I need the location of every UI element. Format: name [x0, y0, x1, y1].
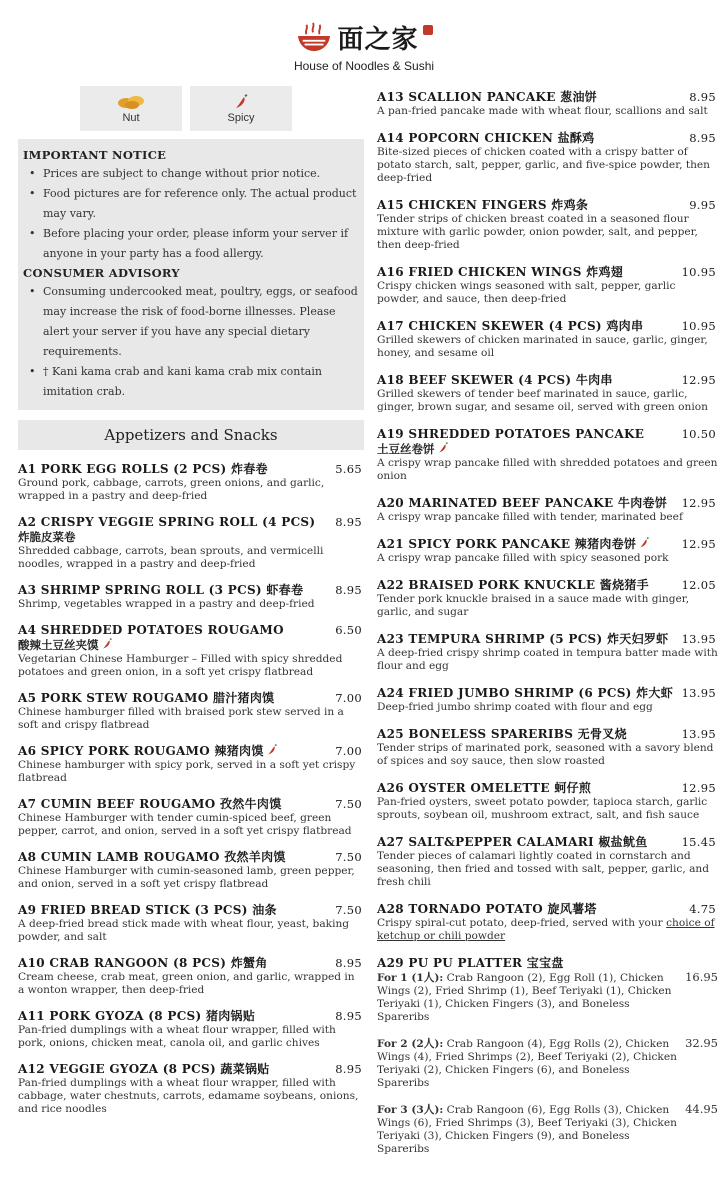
menu-item-name: A8 CUMIN LAMB ROUGAMO 孜然羊肉馍 [18, 850, 286, 864]
menu-item-price: 6.50 [335, 623, 362, 637]
list-item: • Consuming undercooked meat, poultry, eggs, or seafood may increase the risk of food-borne illnesses. Please alert your server if you have any special dietary requirements. [29, 282, 358, 362]
menu-item-desc: Grilled skewers of tender beef marinated in sauce, garlic, ginger, brown sugar, and sesame oil, served with green onion [377, 388, 708, 413]
menu-item-desc: Shredded cabbage, carrots, bean sprouts, and vermicelli noodles, wrapped in a pastry and deep-fried [18, 545, 324, 570]
menu-item [18, 515, 364, 571]
menu-item-price: 7.00 [335, 744, 362, 758]
menu-item-price: 12.95 [681, 373, 716, 387]
desc-text: Crispy spiral-cut potato, deep-fried, served with your [377, 917, 667, 929]
platter-option-price: 44.95 [685, 1102, 718, 1116]
menu-item-desc: Pan-fried dumplings with a wheat flour wrapper, filled with pork, onions, chicken meat, canola oil, and garlic chives [18, 1024, 336, 1049]
important-notice-title: IMPORTANT NOTICE [23, 148, 167, 162]
menu-item-desc: A deep-fried bread stick made with wheat flour, yeast, baking powder, and salt [18, 918, 350, 943]
list-item: • † Kani kama crab and kani kama crab mix contain imitation crab. [29, 362, 358, 402]
menu-item-desc: Chinese Hamburger with tender cumin-spiced beef, green pepper, carrot, and onion, served in a soft yet crispy flatbread [18, 812, 352, 837]
menu-item [18, 744, 364, 785]
notice-panel [18, 139, 364, 410]
menu-item-desc: Grilled skewers of chicken marinated in sauce, garlic, ginger, honey, and sesame oil [377, 334, 708, 359]
noodle-bowl-icon [295, 21, 333, 53]
menu-item-name: A15 CHICKEN FINGERS 炸鸡条 [377, 198, 589, 212]
menu-item-price: 8.95 [689, 90, 716, 104]
menu-item-price: 10.95 [681, 265, 716, 279]
menu-item-name: A11 PORK GYOZA (8 PCS) 猪肉锅贴 [18, 1009, 256, 1023]
restaurant-header [0, 18, 728, 78]
menu-item-desc: Tender strips of chicken breast coated in a seasoned flour mixture with garlic powder, onion powder, salt, and pepper, then deep-fried [377, 213, 698, 251]
menu-item-name: A3 SHRIMP SPRING ROLL (3 PCS) 虾春卷 [18, 583, 304, 597]
menu-item-price: 13.95 [681, 632, 716, 646]
menu-item-chinese-name: 酸辣土豆丝夹馍 [18, 638, 99, 652]
consumer-advisory-list [23, 282, 358, 402]
menu-item-desc: Chinese Hamburger with cumin-seasoned lamb, green pepper, and onion, served in a soft yet crispy flatbread [18, 865, 355, 890]
platter-option [377, 971, 718, 1024]
section-title: Appetizers and Snacks [18, 420, 364, 450]
menu-item [18, 850, 364, 891]
menu-item-price: 15.45 [681, 835, 716, 849]
menu-item-chinese-name: 炸脆皮菜卷 [18, 530, 76, 544]
consumer-advisory-title: CONSUMER ADVISORY [23, 266, 180, 280]
platter-option-label: For 2 (2人): [377, 1038, 444, 1050]
menu-item [18, 691, 364, 732]
menu-item-name: A12 VEGGIE GYOZA (8 PCS) 蔬菜锅贴 [18, 1062, 270, 1076]
menu-item-name: A21 SPICY PORK PANCAKE 辣猪肉卷饼 [377, 537, 637, 551]
menu-item [377, 835, 718, 889]
menu-item-name: A13 SCALLION PANCAKE 葱油饼 [377, 90, 598, 104]
legend-nut [80, 86, 182, 131]
menu-item-price: 10.50 [681, 427, 716, 441]
menu-item-name: A23 TEMPURA SHRIMP (5 PCS) 炸天妇罗虾 [377, 632, 669, 646]
menu-item-price: 12.95 [681, 496, 716, 510]
menu-item-desc: Chinese hamburger filled with braised pork stew served in a soft and crispy flatbread [18, 706, 344, 731]
nut-icon [117, 94, 145, 110]
menu-item [377, 373, 718, 414]
logo-text: 面之家 [337, 24, 419, 55]
menu-item [18, 583, 364, 611]
menu-item-desc: Chinese hamburger with spicy pork, served in a soft yet crispy flatbread [18, 759, 356, 784]
menu-item [18, 623, 364, 679]
platter-option-text: Crab Rangoon (2), Egg Roll (1), Chicken Wings (2), Fried Shrimp (1), Beef Teriyaki (1), Chicken Teriyaki (1), Chicken Fingers (3), and Boneless Spareribs [377, 972, 672, 1023]
right-column [377, 90, 718, 1156]
chili-icon [101, 638, 113, 650]
menu-item [18, 903, 364, 944]
logo [0, 18, 728, 56]
menu-item-name: A16 FRIED CHICKEN WINGS 炸鸡翅 [377, 265, 624, 279]
menu-item-desc [377, 917, 718, 943]
menu-item-name: A24 FRIED JUMBO SHRIMP (6 PCS) 炸大虾 [377, 686, 674, 700]
menu-item-desc: Deep-fried jumbo shrimp coated with flour and egg [377, 701, 653, 713]
menu-item [377, 632, 718, 673]
menu-item [377, 496, 718, 524]
menu-item [18, 1009, 364, 1050]
menu-item [377, 319, 718, 360]
menu-item-name: A10 CRAB RANGOON (8 PCS) 炸蟹角 [18, 956, 268, 970]
chili-icon [638, 537, 650, 549]
menu-item-name: A19 SHREDDED POTATOES PANCAKE [377, 427, 645, 441]
menu-item-desc: Bite-sized pieces of chicken coated with a crispy batter of potato starch, salt, pepper, garlic, and five-spice powder, then deep-fried [377, 146, 711, 184]
menu-item-name: A7 CUMIN BEEF ROUGAMO 孜然牛肉馍 [18, 797, 282, 811]
left-menu-list [18, 462, 364, 1116]
menu-item-name: A18 BEEF SKEWER (4 PCS) 牛肉串 [377, 373, 613, 387]
menu-item-chinese-name: 土豆丝卷饼 [377, 442, 435, 456]
menu-item-price: 10.95 [681, 319, 716, 333]
menu-item-price: 8.95 [335, 956, 362, 970]
menu-item-desc: Vegetarian Chinese Hamburger – Filled with spicy shredded potatoes and green onion, in a soft yet crispy flatbread [18, 653, 343, 678]
menu-item-price: 8.95 [335, 1009, 362, 1023]
menu-item-desc: Crispy chicken wings seasoned with salt, pepper, garlic powder, and sauce, then deep-fried [377, 280, 676, 305]
menu-item-name: A26 OYSTER OMELETTE 蚵仔煎 [377, 781, 592, 795]
menu-item [18, 462, 364, 503]
platter-option-label: For 3 (3人): [377, 1104, 444, 1116]
platter-option-price: 32.95 [685, 1036, 718, 1050]
menu-item-a29 [377, 956, 718, 1156]
chili-icon [233, 94, 249, 110]
menu-item [377, 686, 718, 714]
chili-icon [266, 744, 278, 756]
menu-item-price: 7.50 [335, 797, 362, 811]
legend-spicy [190, 86, 292, 131]
menu-item-desc: A crispy wrap pancake filled with tender, marinated beef [377, 511, 683, 523]
menu-item-price: 8.95 [335, 1062, 362, 1076]
menu-item-name: A22 BRAISED PORK KNUCKLE 酱烧猪手 [377, 578, 649, 592]
menu-item-price: 9.95 [689, 198, 716, 212]
left-column [18, 86, 364, 1116]
menu-item-name: A4 SHREDDED POTATOES ROUGAMO [18, 623, 284, 637]
menu-item-name: A2 CRISPY VEGGIE SPRING ROLL (4 PCS) [18, 515, 316, 529]
menu-item-desc: Pan-fried dumplings with a wheat flour wrapper, filled with cabbage, water chestnuts, carrots, edamame soybeans, onions, and rice noodles [18, 1077, 359, 1115]
menu-item-name: A9 FRIED BREAD STICK (3 PCS) 油条 [18, 903, 277, 917]
menu-item-desc: A pan-fried pancake made with wheat flour, scallions and salt [377, 105, 708, 117]
menu-item-desc: Cream cheese, crab meat, green onion, and garlic, wrapped in a wonton wrapper, then deep-fried [18, 971, 355, 996]
list-item: • Food pictures are for reference only. The actual product may vary. [29, 184, 358, 224]
menu-item-name: A1 PORK EGG ROLLS (2 PCS) 炸春卷 [18, 462, 268, 476]
legend-nut-label: Nut [122, 111, 140, 124]
menu-item-price: 8.95 [335, 583, 362, 597]
menu-item-name: A25 BONELESS SPARERIBS 无骨叉烧 [377, 727, 627, 741]
menu-item-desc: Tender strips of marinated pork, seasoned with a savory blend of spices and soy sauce, then slow roasted [377, 742, 714, 767]
menu-item [18, 956, 364, 997]
platter-option-text: Crab Rangoon (6), Egg Rolls (3), Chicken Wings (6), Fried Shrimps (3), Beef Teriyaki (3), Chicken Teriyaki (3), Chicken Fingers (9), and Boneless Spareribs [377, 1104, 677, 1155]
list-item: • Prices are subject to change without prior notice. [29, 164, 358, 184]
legend-spicy-label: Spicy [227, 111, 255, 124]
menu-item-price: 13.95 [681, 727, 716, 741]
menu-item-name: A17 CHICKEN SKEWER (4 PCS) 鸡肉串 [377, 319, 644, 333]
restaurant-subtitle: House of Noodles & Sushi [293, 59, 435, 73]
menu-item-price: 12.95 [681, 537, 716, 551]
menu-item-a28 [377, 902, 718, 943]
menu-item [377, 427, 718, 483]
platter-option [377, 1103, 718, 1156]
menu-item-name: A28 TORNADO POTATO 旋风薯塔 [377, 902, 597, 916]
menu-item-price: 12.05 [681, 578, 716, 592]
menu-item-name: A5 PORK STEW ROUGAMO 腊汁猪肉馍 [18, 691, 275, 705]
menu-item-name: A14 POPCORN CHICKEN 盐酥鸡 [377, 131, 595, 145]
menu-item-price: 4.75 [689, 902, 716, 916]
menu-item-name: A6 SPICY PORK ROUGAMO 辣猪肉馍 [18, 744, 264, 758]
menu-item-desc: Pan-fried oysters, sweet potato powder, tapioca starch, garlic sprouts, soybean oil, mushroom extract, salt, and fish sauce [377, 796, 708, 821]
menu-item-desc: Tender pieces of calamari lightly coated in cornstarch and seasoning, then fried and tossed with salt, pepper, garlic, and fresh chili [377, 850, 710, 888]
menu-item-price: 5.65 [335, 462, 362, 476]
menu-item [377, 265, 718, 306]
menu-item-name: A29 PU PU PLATTER 宝宝盘 [377, 956, 564, 970]
important-notice-list [23, 164, 358, 264]
menu-item-price: 7.50 [335, 850, 362, 864]
menu-item-price: 8.95 [335, 515, 362, 529]
menu-item-desc: Shrimp, vegetables wrapped in a pastry and deep-fried [18, 598, 315, 610]
platter-option [377, 1037, 718, 1090]
menu-item [377, 131, 718, 185]
menu-item [377, 578, 718, 619]
menu-item [18, 797, 364, 838]
sauce-choice-link[interactable]: choice of ketchup or chili powder [377, 917, 715, 942]
menu-item-price: 7.50 [335, 903, 362, 917]
menu-item-price: 12.95 [681, 781, 716, 795]
menu-item-desc: Tender pork knuckle braised in a sauce made with ginger, garlic, and sugar [377, 593, 690, 618]
menu-item [377, 537, 718, 565]
menu-item-price: 8.95 [689, 131, 716, 145]
menu-item-desc: A crispy wrap pancake filled with shredded potatoes and green onion [377, 457, 718, 482]
chili-icon [437, 442, 449, 454]
platter-option-label: For 1 (1人): [377, 972, 444, 984]
menu-item [18, 1062, 364, 1116]
seal-icon [423, 25, 433, 35]
platter-option-text: Crab Rangoon (4), Egg Rolls (2), Chicken Wings (4), Fried Shrimps (2), Beef Teriyaki (2), Chicken Teriyaki (2), Chicken Fingers (6), and Boneless Spareribs [377, 1038, 677, 1089]
menu-item-desc: Ground pork, cabbage, carrots, green onions, and garlic, wrapped in a pastry and deep-fried [18, 477, 325, 502]
right-menu-list [377, 90, 718, 889]
menu-item-desc: A deep-fried crispy shrimp coated in tempura batter made with flour and egg [377, 647, 718, 672]
menu-item-desc: A crispy wrap pancake filled with spicy seasoned pork [377, 552, 669, 564]
platter-option-price: 16.95 [685, 970, 718, 984]
menu-item-price: 13.95 [681, 686, 716, 700]
menu-item-price: 7.00 [335, 691, 362, 705]
menu-item [377, 198, 718, 252]
list-item: • Before placing your order, please inform your server if anyone in your party has a food allergy. [29, 224, 358, 264]
menu-item-name: A27 SALT&PEPPER CALAMARI 椒盐鱿鱼 [377, 835, 648, 849]
legend [80, 86, 364, 131]
menu-item [377, 727, 718, 768]
menu-item [377, 90, 718, 118]
menu-item-name: A20 MARINATED BEEF PANCAKE 牛肉卷饼 [377, 496, 668, 510]
menu-item [377, 781, 718, 822]
